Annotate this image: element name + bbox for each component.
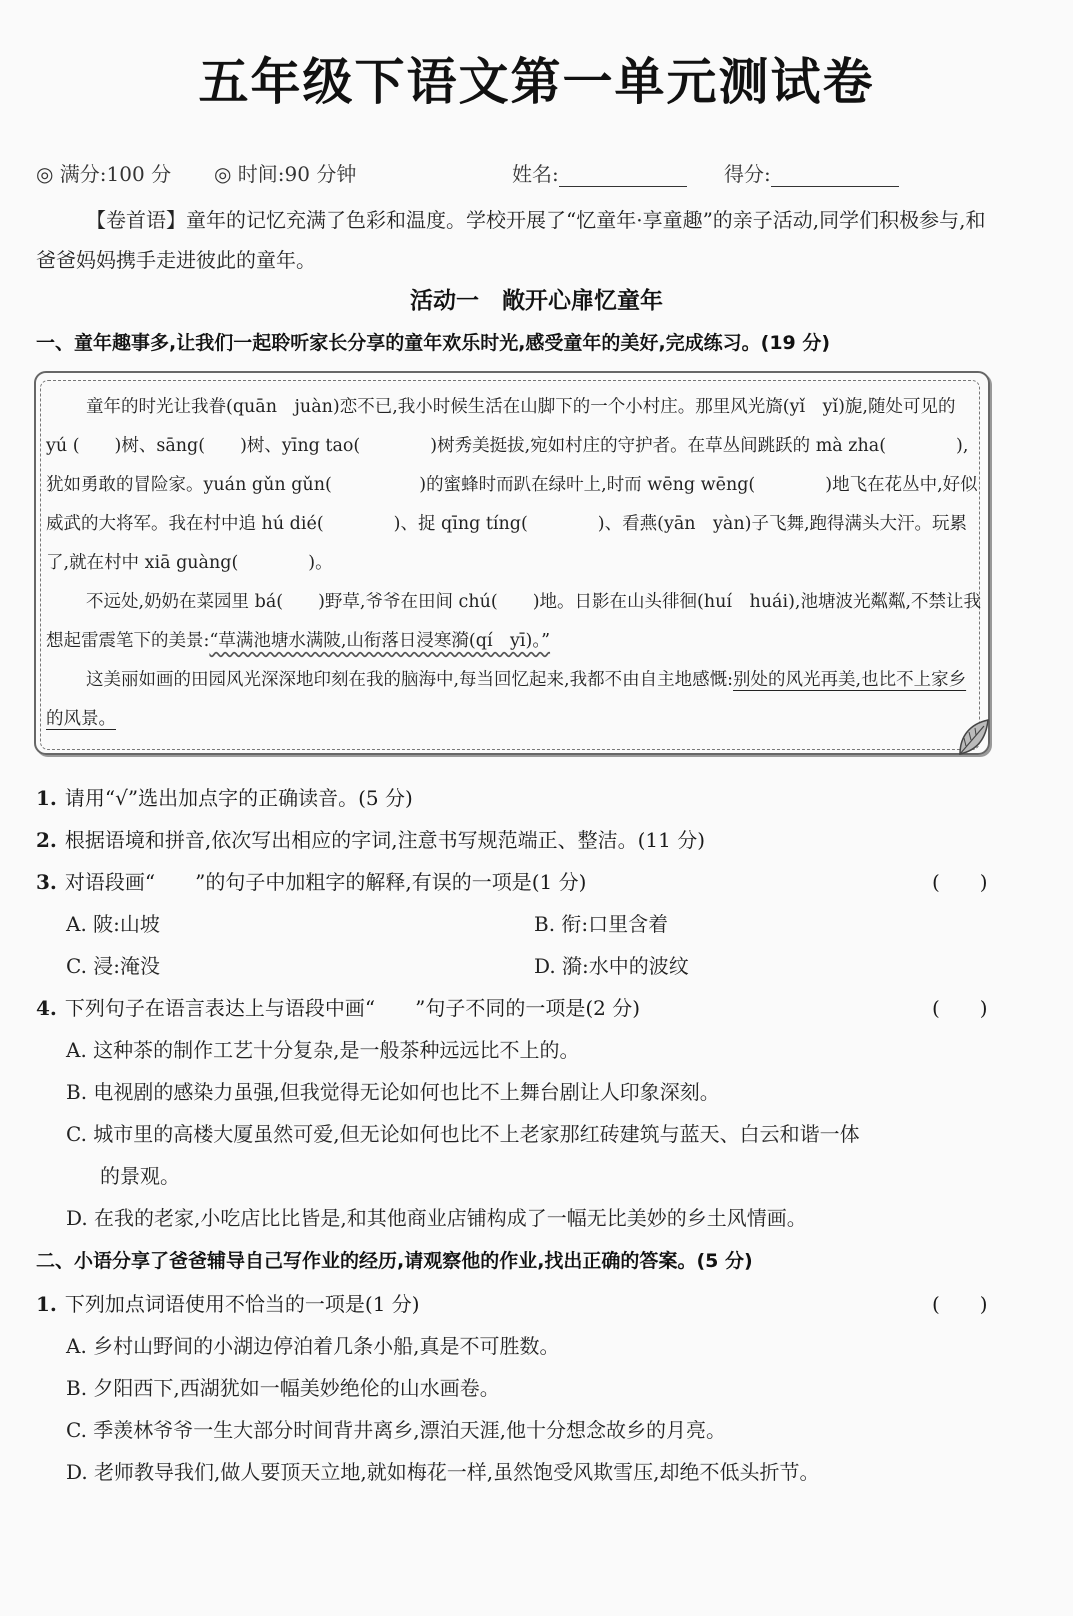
question-1-1 bbox=[36, 782, 413, 811]
option-d: D. 老师教导我们,做人要顶天立地,就如梅花一样,虽然饱受风欺雪压,却绝不低头折节。 bbox=[66, 1460, 820, 1484]
passage-paragraph-2 bbox=[46, 583, 982, 661]
passage-text: 不远处,奶奶在菜园里 bá( )野草,爷爷在田间 chú( )地。日影在山头徘徊(huí huái),池塘波光粼粼,不禁让我想起雷震笔下的美景: bbox=[46, 592, 982, 651]
passage-paragraph-1: 童年的时光让我眷(quān juàn)恋不已,我小时候生活在山脚下的一个小村庄。那里风光旖(yǐ yǐ)旎,随处可见的 yú ( )树、sāng( )树、yīng tao( )树秀美挺拔,宛如村庄的守护者。在草丛间跳跃的 mà zha( ),犹如勇敢的冒险家。yuán gǔn gǔn( )的蜜蜂时而趴在绿叶上,时而 wēng wēng( )地飞在花丛中,好似威武的大将军。我在村中追 hú dié( )、捉 qīng tíng( )、看燕(yān yàn)子飞舞,跑得满头大汗。玩累了,就在村中 xiā guàng( )。 bbox=[46, 397, 978, 573]
answer-paren[interactable]: ( ) bbox=[932, 870, 988, 894]
question-number: 3. bbox=[36, 870, 57, 894]
question-1-2 bbox=[36, 824, 705, 853]
full-score: ◎ 满分:100 分 bbox=[36, 162, 172, 186]
option-b: B. 夕阳西下,西湖犹如一幅美妙绝伦的山水画卷。 bbox=[66, 1376, 500, 1400]
option-a: A. 乡村山野间的小湖边停泊着几条小船,真是不可胜数。 bbox=[66, 1334, 560, 1358]
reading-passage bbox=[46, 388, 982, 739]
underlined-sentence: 别处的风光再美,也比不上家乡的风景。 bbox=[46, 670, 967, 729]
page-title: 五年级下语文第一单元测试卷 bbox=[198, 53, 875, 111]
question-number: 2. bbox=[36, 828, 57, 852]
answer-paren[interactable]: ( ) bbox=[932, 1292, 988, 1316]
name-label: 姓名: bbox=[512, 162, 559, 186]
passage-text: 这美丽如画的田园风光深深地印刻在我的脑海中,每当回忆起来,我都不由自主地感慨: bbox=[86, 670, 734, 690]
question-number: 1. bbox=[36, 1292, 57, 1316]
score-field[interactable] bbox=[724, 158, 899, 187]
question-number: 4. bbox=[36, 996, 57, 1020]
passage-paragraph-3 bbox=[46, 661, 982, 739]
section-2-heading: 二、小语分享了爸爸辅导自己写作业的经历,请观察他的作业,找出正确的答案。(5 分) bbox=[36, 1250, 753, 1272]
option-c: C. 季羡林爷爷一生大部分时间背井离乡,漂泊天涯,他十分想念故乡的月亮。 bbox=[66, 1418, 727, 1442]
option-d: D. 在我的老家,小吃店比比皆是,和其他商业店铺构成了一幅无比美妙的乡土风情画。 bbox=[66, 1206, 807, 1230]
activity-title: 活动一 敞开心扉忆童年 bbox=[410, 287, 663, 314]
option-a: A. 这种茶的制作工艺十分复杂,是一般茶种远远比不上的。 bbox=[66, 1038, 580, 1062]
exam-meta bbox=[36, 158, 1036, 190]
question-1-4 bbox=[36, 992, 640, 1021]
question-text: 请用“√”选出加点字的正确读音。(5 分) bbox=[64, 786, 413, 810]
name-field[interactable] bbox=[512, 158, 687, 187]
question-text: 对语段画“ ”的句子中加粗字的解释,有误的一项是(1 分) bbox=[64, 870, 587, 894]
option-b: B. 衔:口里含着 bbox=[534, 912, 669, 936]
answer-paren[interactable]: ( ) bbox=[932, 996, 988, 1020]
leaf-icon bbox=[956, 718, 992, 758]
section-1-heading: 一、童年趣事多,让我们一起聆听家长分享的童年欢乐时光,感受童年的美好,完成练习。(19 分) bbox=[36, 332, 831, 354]
option-d: D. 漪:水中的波纹 bbox=[534, 954, 689, 978]
option-c: C. 浸:淹没 bbox=[66, 954, 161, 978]
score-label: 得分: bbox=[724, 162, 771, 186]
exam-time: ◎ 时间:90 分钟 bbox=[214, 162, 357, 186]
intro-text: 【卷首语】童年的记忆充满了色彩和温度。学校开展了“忆童年·享童趣”的亲子活动,同学们积极参与,和爸爸妈妈携手走进彼此的童年。 bbox=[36, 208, 986, 272]
question-text: 根据语境和拼音,依次写出相应的字词,注意书写规范端正、整洁。(11 分) bbox=[64, 828, 706, 852]
poem-quote: “草满池塘水满陂,山衔落日浸寒漪(qí yī)。” bbox=[209, 631, 551, 651]
option-a: A. 陂:山坡 bbox=[66, 912, 160, 936]
question-1-3 bbox=[36, 866, 586, 895]
question-2-1 bbox=[36, 1288, 420, 1317]
question-number: 1. bbox=[36, 786, 57, 810]
option-b: B. 电视剧的感染力虽强,但我觉得无论如何也比不上舞台剧让人印象深刻。 bbox=[66, 1080, 720, 1104]
question-text: 下列句子在语言表达上与语段中画“ ”句子不同的一项是(2 分) bbox=[64, 996, 641, 1020]
option-c: C. 城市里的高楼大厦虽然可爱,但无论如何也比不上老家那红砖建筑与蓝天、白云和谐一体 bbox=[66, 1122, 860, 1146]
option-c-continued: 的景观。 bbox=[100, 1164, 180, 1188]
question-text: 下列加点词语使用不恰当的一项是(1 分) bbox=[64, 1292, 420, 1316]
